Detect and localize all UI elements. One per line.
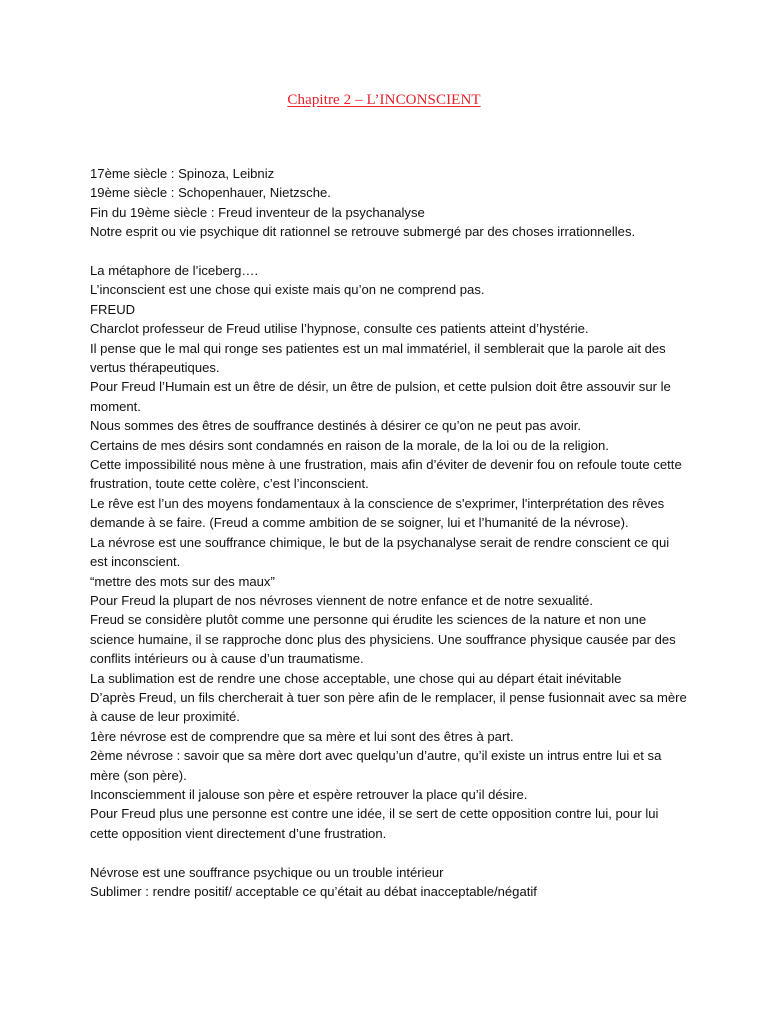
text-line: 2ème névrose : savoir que sa mère dort avec quelqu’un d’autre, qu’il existe un intrus entre lui et sa mère (son père).: [90, 748, 662, 783]
text-line: La névrose est une souffrance chimique, le but de la psychanalyse serait de rendre conscient ce qui est inconscient.: [90, 534, 670, 570]
blank-line: [90, 242, 690, 261]
text-line: Le rêve est l’un des moyens fondamentaux à la conscience de s'exprimer, l'interprétation des rêves demande à se faire. (Freud a comme ambition de se soigner, lui et l’humanité de la névrose).: [90, 495, 665, 531]
text-line: Pour Freud plus une personne est contre une idée, il se sert de cette opposition contre lui, pour lui cette opposition vient directement d’une frustration.: [90, 806, 659, 841]
text-line: 19ème siècle : Schopenhauer, Nietzsche.: [90, 185, 331, 201]
text-line: Notre esprit ou vie psychique dit rationnel se retrouve submergé par des choses irrationnelles.: [90, 224, 636, 240]
text-line: Inconsciemment il jalouse son père et espère retrouver la place qu’il désire.: [90, 786, 528, 802]
text-line: Certains de mes désirs sont condamnés en raison de la morale, de la loi ou de la religion.: [90, 437, 609, 453]
text-line: Freud se considère plutôt comme une personne qui érudite les sciences de la nature et non une science humaine, il se rapproche donc plus des physiciens. Une souffrance physique causée par des conflits intérieurs ou à cause d’un traumatisme.: [90, 612, 676, 667]
text-line: “mettre des mots sur des maux”: [90, 573, 275, 589]
text-line: Il pense que le mal qui ronge ses patientes est un mal immatériel, il semblerait que la parole ait des vertus thérapeutiques.: [90, 340, 666, 376]
text-line: Cette impossibilité nous mène à une frustration, mais afin d’éviter de devenir fou on refoule toute cette frustration, toute cette colère, c’est l’inconscient.: [90, 457, 682, 492]
text-line: La métaphore de l’iceberg….: [90, 263, 259, 279]
text-line: La sublimation est de rendre une chose acceptable, une chose qui au départ était inévitable: [90, 670, 622, 686]
body-text: [90, 164, 690, 901]
text-line: Sublimer : rendre positif/ acceptable ce qu’était au débat inacceptable/négatif: [90, 884, 537, 899]
text-line: L’inconscient est une chose qui existe mais qu’on ne comprend pas.: [90, 282, 485, 298]
text-line: Fin du 19ème siècle : Freud inventeur de la psychanalyse: [90, 204, 425, 220]
text-line: Pour Freud la plupart de nos névroses viennent de notre enfance et de notre sexualité.: [90, 592, 593, 608]
text-line: Charclot professeur de Freud utilise l’hypnose, consulte ces patients atteint d’hystérie.: [90, 321, 589, 337]
text-line: FREUD: [90, 301, 136, 317]
text-line: 1ère névrose est de comprendre que sa mère et lui sont des êtres à part.: [90, 728, 514, 744]
chapter-title: Chapitre 2 – L’INCONSCIENT: [287, 92, 481, 108]
text-line: Névrose est une souffrance psychique ou un trouble intérieur: [90, 864, 444, 880]
text-line: Nous sommes des êtres de souffrance destinés à désirer ce qu’on ne peut pas avoir.: [90, 418, 582, 434]
text-line: D’après Freud, un fils chercherait à tuer son père afin de le remplacer, il pense fusionnait avec sa mère à cause de leur proximité.: [90, 689, 687, 725]
text-line: 17ème siècle : Spinoza, Leibniz: [90, 166, 275, 181]
text-line: Pour Freud l’Humain est un être de désir, un être de pulsion, et cette pulsion doit être assouvir sur le moment.: [90, 379, 671, 414]
blank-line: [90, 843, 690, 862]
